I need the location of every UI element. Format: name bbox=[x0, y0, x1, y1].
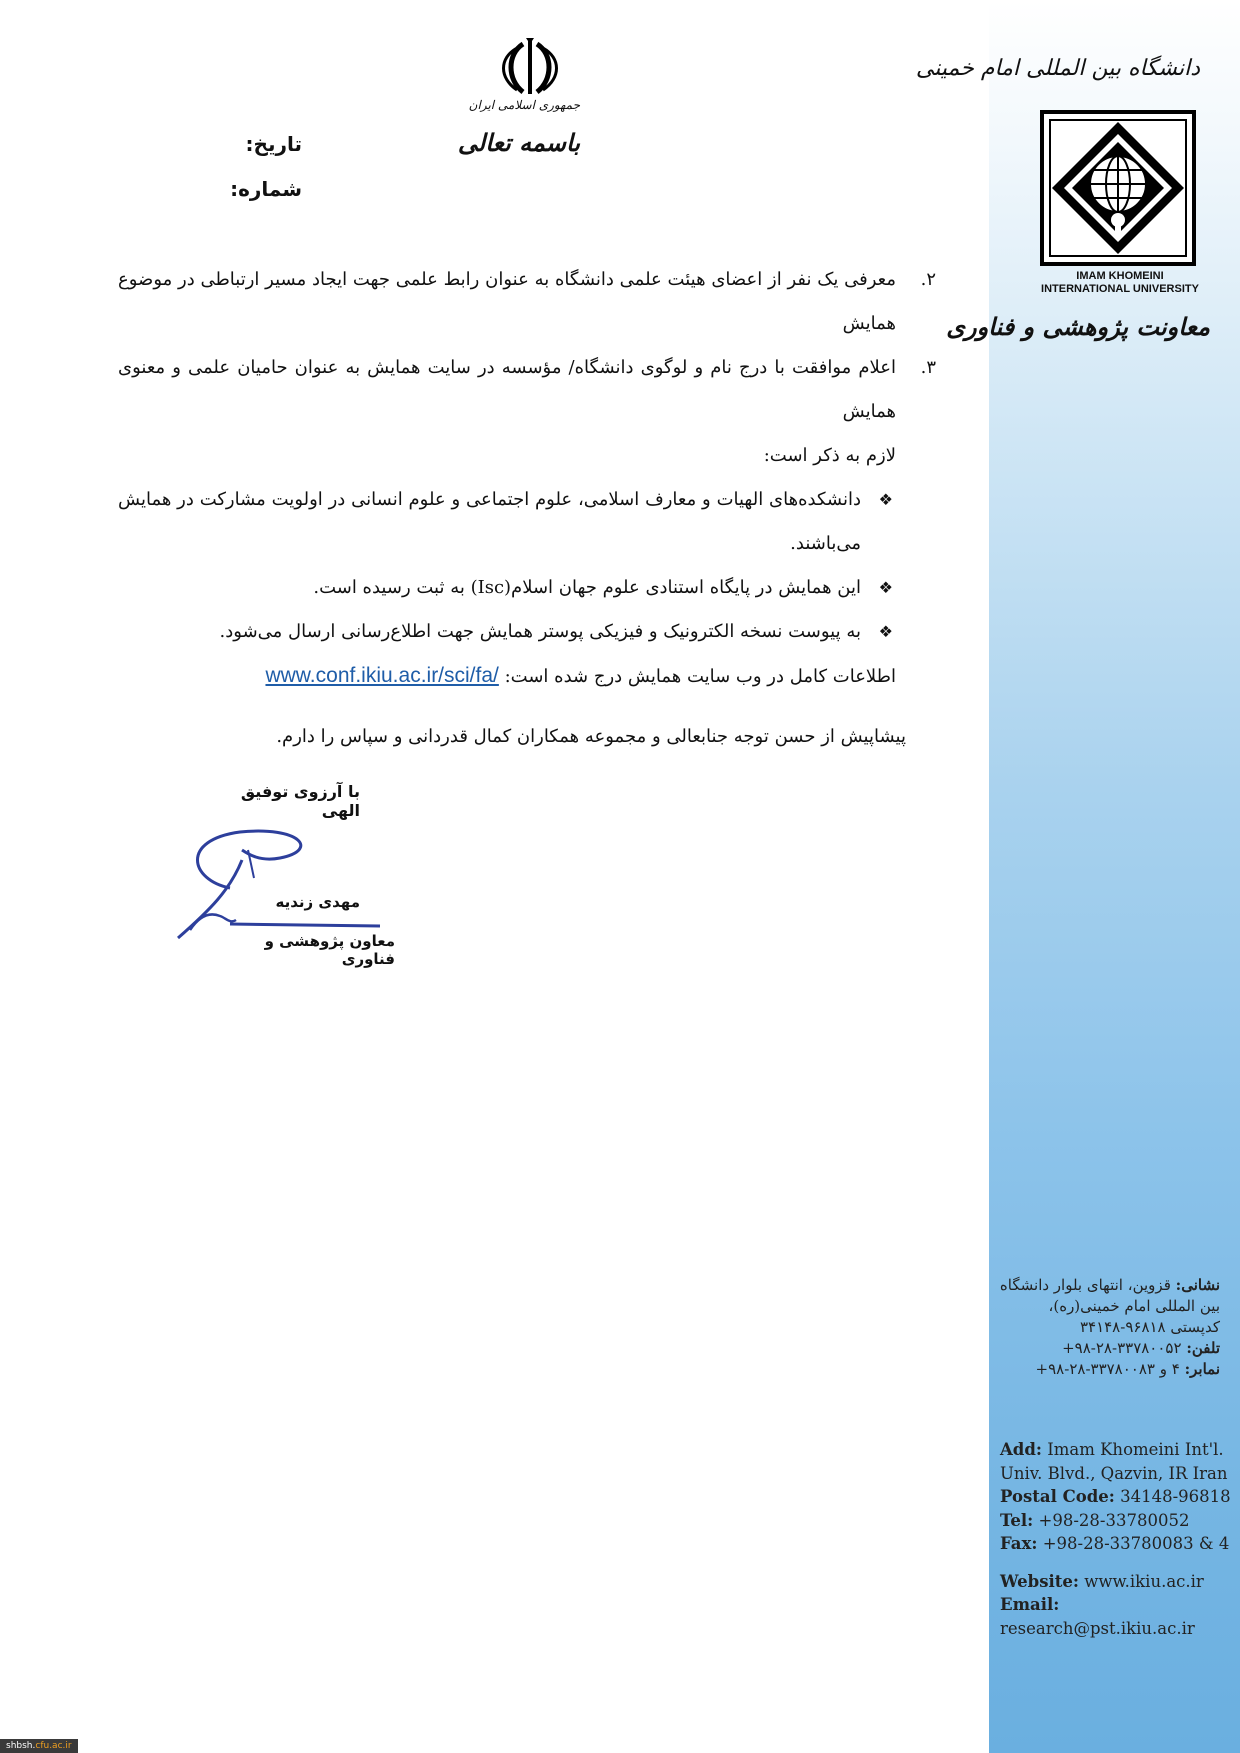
contact-en bbox=[1000, 1438, 1232, 1640]
en-postal-label: Postal Code: bbox=[1000, 1487, 1115, 1506]
en-tel-value: +98-28-33780052 bbox=[1038, 1510, 1190, 1530]
watermark-badge bbox=[0, 1739, 78, 1753]
note-intro: لازم به ذکر است: bbox=[763, 445, 896, 466]
item-number: ۳. bbox=[920, 357, 936, 378]
fa-fax: ۴ و ۳۳۷۸۰۰۸۳-۲۸-۹۸+ bbox=[1035, 1360, 1180, 1378]
bullet-item bbox=[118, 610, 893, 654]
fa-tel: ۳۳۷۸۰۰۵۲-۲۸-۹۸+ bbox=[1062, 1339, 1182, 1357]
diamond-bullet-icon: ❖ bbox=[878, 578, 893, 597]
conference-website-link[interactable]: www.conf.ikiu.ac.ir/sci/fa/ bbox=[265, 664, 499, 687]
bullet-item bbox=[118, 478, 893, 566]
en-website-value[interactable]: www.ikiu.ac.ir bbox=[1084, 1571, 1204, 1591]
university-name-en-line2: INTERNATIONAL UNIVERSITY bbox=[1041, 283, 1199, 295]
badge-accent: cfu.ac.ir bbox=[35, 1741, 72, 1751]
en-email-value[interactable]: research@pst.ikiu.ac.ir bbox=[1000, 1618, 1195, 1638]
handwritten-signature bbox=[170, 820, 400, 950]
badge-prefix: shbsh. bbox=[6, 1741, 36, 1751]
item-text: اعلام موافقت با درج نام و لوگوی دانشگاه/ مؤسسه در سایت همایش به عنوان حامیان علمی و معنوی همایش bbox=[118, 357, 896, 422]
en-add-line2: Univ. Blvd., Qazvin, IR Iran bbox=[1000, 1463, 1228, 1483]
en-postal-value: 34148-96818 bbox=[1120, 1487, 1231, 1506]
university-name-fa: دانشگاه بین المللی امام خمینی bbox=[915, 56, 1200, 81]
university-name-en-line1: IMAM KHOMEINI bbox=[1076, 270, 1164, 282]
en-add-label: Add: bbox=[1000, 1440, 1042, 1459]
university-name-en bbox=[1030, 270, 1210, 296]
fa-address: قزوین، انتهای بلوار دانشگاه بین المللی امام خمینی(ره)، bbox=[999, 1276, 1220, 1315]
item-number: ۲. bbox=[920, 269, 936, 290]
signer-name: مهدی زندیه bbox=[275, 893, 360, 911]
iran-emblem-icon bbox=[495, 36, 565, 100]
note-bullets bbox=[118, 478, 936, 654]
fa-fax-label: نمابر: bbox=[1184, 1360, 1220, 1378]
signer-title: معاون پژوهشی و فناوری bbox=[264, 932, 395, 968]
university-logo-icon bbox=[1038, 108, 1198, 268]
bullet-text: به پیوست نسخه الکترونیک و فیزیکی پوستر همایش جهت اطلاع‌رسانی ارسال می‌شود. bbox=[219, 621, 861, 642]
bismillah-heading: باسمه تعالی bbox=[457, 128, 580, 157]
closing-wish: با آرزوی توفیق الهی bbox=[240, 782, 360, 820]
department-name: معاونت پژوهشی و فناوری bbox=[946, 312, 1210, 341]
closing-sentence: پیشاپیش از حسن توجه جنابعالی و مجموعه همکاران کمال قدردانی و سپاس را دارم. bbox=[276, 726, 906, 747]
diamond-bullet-icon: ❖ bbox=[878, 622, 893, 641]
en-fax-label: Fax: bbox=[1000, 1534, 1038, 1553]
list-item bbox=[118, 258, 936, 346]
en-email-label: Email: bbox=[1000, 1595, 1060, 1614]
contact-fa bbox=[995, 1275, 1220, 1380]
bullet-text: دانشکده‌های الهیات و معارف اسلامی، علوم اجتماعی و علوم انسانی در اولویت مشارکت در همایش می‌باشند. bbox=[118, 489, 861, 554]
date-label: تاریخ: bbox=[245, 132, 302, 156]
list-item bbox=[118, 346, 936, 434]
fa-address-label: نشانی: bbox=[1175, 1276, 1220, 1294]
emblem-caption: جمهوری اسلامی ایران bbox=[468, 98, 580, 112]
en-website-label: Website: bbox=[1000, 1571, 1079, 1591]
en-add-value: Imam Khomeini Int'l. bbox=[1047, 1440, 1224, 1459]
fa-postal: کدپستی ۹۶۸۱۸-۳۴۱۴۸ bbox=[1079, 1318, 1220, 1336]
bullet-text: این همایش در پایگاه استنادی علوم جهان اسلام(Isc) به ثبت رسیده است. bbox=[313, 577, 861, 598]
item-text: معرفی یک نفر از اعضای هیئت علمی دانشگاه به عنوان رابط علمی جهت ایجاد مسیر ارتباطی در موضوع همایش bbox=[118, 269, 896, 334]
info-line bbox=[118, 654, 936, 699]
info-text: اطلاعات کامل در وب سایت همایش درج شده است: bbox=[504, 666, 896, 687]
number-label: شماره: bbox=[230, 177, 302, 201]
en-fax-value: +98-28-33780083 & 4 bbox=[1042, 1534, 1230, 1553]
bullet-item bbox=[118, 566, 893, 610]
diamond-bullet-icon: ❖ bbox=[878, 490, 893, 509]
fa-tel-label: تلفن: bbox=[1186, 1339, 1220, 1357]
en-tel-label: Tel: bbox=[1000, 1510, 1034, 1530]
letter-body bbox=[118, 258, 936, 759]
